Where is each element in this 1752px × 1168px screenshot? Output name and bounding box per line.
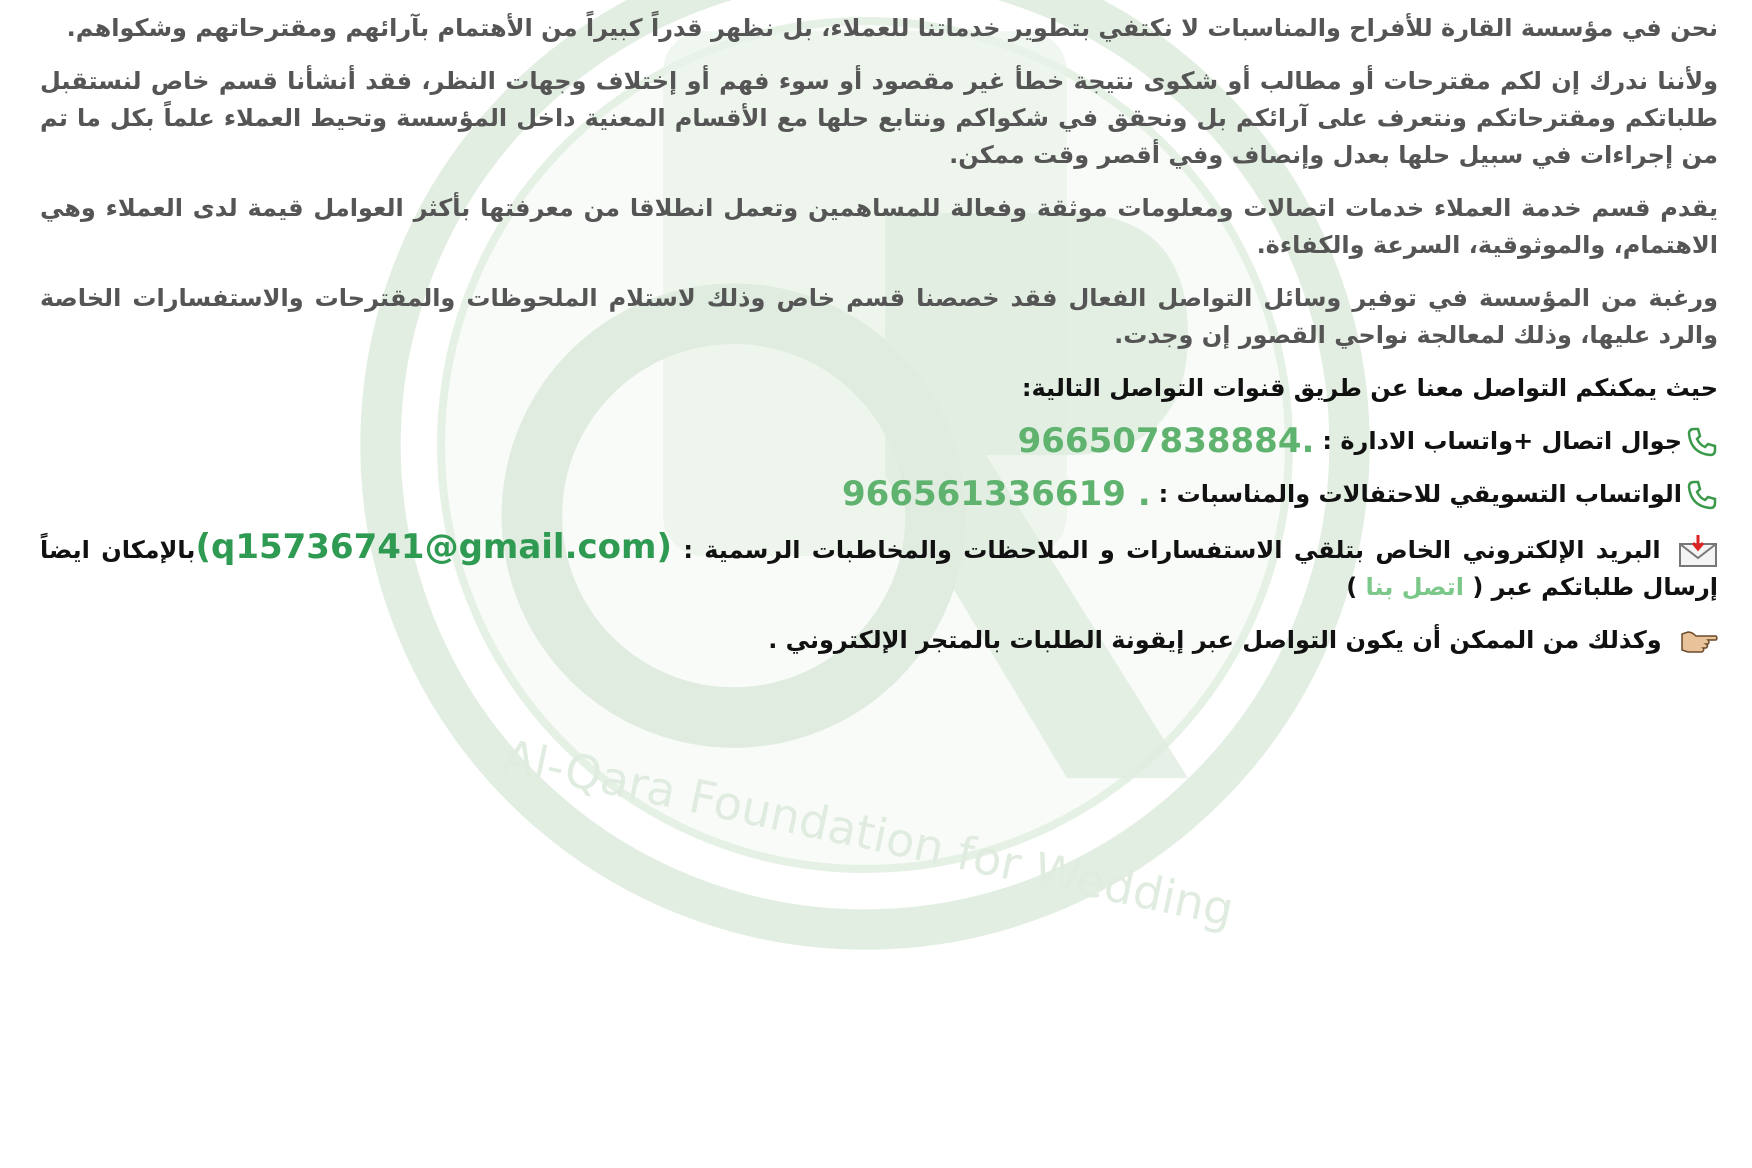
email-contact-block [40, 529, 1718, 606]
phone-icon [1686, 426, 1718, 458]
close-paren: ) [1346, 573, 1358, 601]
store-note [40, 622, 1718, 659]
contact-channels-heading: حيث يمكنكم التواصل معنا عن طريق قنوات التواصل التالية: [1021, 374, 1718, 402]
admin-contact-label: جوال اتصال +واتساب الادارة : [1322, 427, 1682, 455]
marketing-contact-line [40, 476, 1718, 513]
email-address-link[interactable]: (q15736741@gmail.com) [195, 527, 672, 567]
contact-us-link[interactable]: اتصل بنا [1365, 573, 1464, 601]
email-after-text: بالإمكان ايضاً إرسال طلباتكم عبر ( [40, 536, 1718, 601]
marketing-phone-number[interactable]: 966561336619 . [842, 474, 1151, 514]
phone-icon [1686, 479, 1718, 511]
customer-service-content [40, 10, 1718, 675]
watermark-text: Al-Qara Foundation for Wedding [498, 729, 1239, 938]
store-note-text: وكذلك من الممكن أن يكون التواصل عبر إيقونة الطلبات بالمتجر الإلكتروني . [768, 626, 1662, 654]
paragraph-service-values: يقدم قسم خدمة العملاء خدمات اتصالات ومعلومات موثقة وفعالة للمساهمين وتعمل انطلاقا من معرفتها بأكثر العوامل قيمة لدى العملاء وهي الاهتمام، والموثوقية، السرعة والكفاءة. [40, 194, 1718, 259]
marketing-contact-label: الواتساب التسويقي للاحتفالات والمناسبات : [1158, 480, 1682, 508]
admin-contact-line [40, 423, 1718, 460]
email-label: البريد الإلكتروني الخاص بتلقي الاستفسارات و الملاحظات والمخاطبات الرسمية : [683, 536, 1661, 564]
mail-icon [1678, 534, 1718, 568]
admin-phone-number[interactable]: 966507838884. [1017, 421, 1315, 461]
paragraph-intro-care: نحن في مؤسسة القارة للأفراح والمناسبات لا نكتفي بتطوير خدماتنا للعملاء، بل نظهر قدراً كبيراً من الأهتمام بآرائهم ومقترحاتهم وشكواهم. [66, 14, 1718, 42]
paragraph-dedicated-section: ورغبة من المؤسسة في توفير وسائل التواصل الفعال فقد خصصنا قسم خاص وذلك لاستلام الملحوظات والمقترحات والاستفسارات الخاصة والرد عليها، وذلك لمعالجة نواحي القصور إن وجدت. [40, 284, 1718, 349]
paragraph-complaints: ولأننا ندرك إن لكم مقترحات أو مطالب أو شكوى نتيجة خطأ غير مقصود أو سوء فهم أو إختلاف وجهات النظر، فقد أنشأنا قسم خاص لنستقبل طلباتكم ومقترحاتكم ونتعرف على آرائكم بل ونحقق في شكواكم ونتابع حلها مع الأقسام المعنية داخل المؤسسة وتحيط العملاء علماً بكل ما تم من إجراءات في سبيل حلها بعدل وإنصاف وفي أقصر وقت ممكن. [40, 67, 1718, 169]
pointing-hand-icon [1678, 626, 1718, 656]
